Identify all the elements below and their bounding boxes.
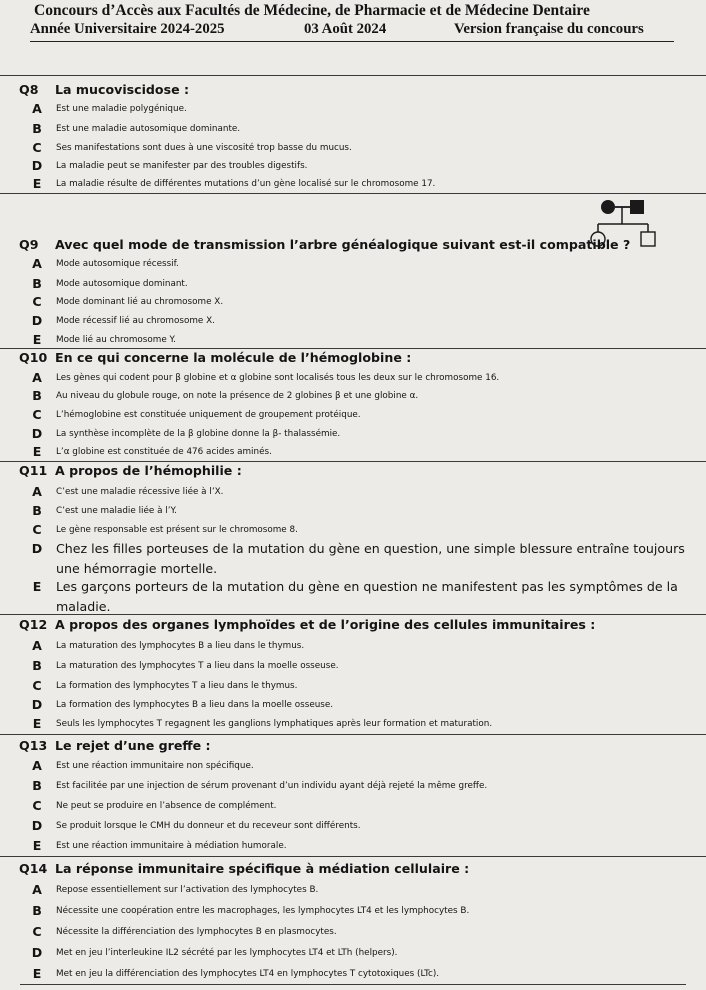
option-text: Mode lié au chromosome Y. (56, 335, 176, 345)
option-text: C’est une maladie liée à l’Y. (56, 506, 177, 516)
option-letter: C (32, 522, 42, 537)
option-q9-d[interactable] (30, 311, 702, 331)
option-q9-a[interactable] (30, 254, 702, 274)
option-letter: A (32, 484, 42, 499)
academic-year: Année Universitaire 2024-2025 (30, 21, 225, 37)
option-letter: B (32, 121, 42, 136)
option-text: Met en jeu l’interleukine IL2 sécrété par les lymphocytes LT4 et LTh (helpers). (56, 948, 398, 958)
option-text: La formation des lymphocytes T a lieu dans le thymus. (56, 681, 298, 691)
option-letter: E (32, 579, 42, 594)
option-text: Mode autosomique dominant. (56, 279, 188, 289)
divider (0, 856, 706, 857)
question-number: Q9 (19, 237, 39, 252)
option-text: Nécessite la différenciation des lymphocytes B en plasmocytes. (56, 927, 337, 937)
option-letter: A (32, 758, 42, 773)
question-text: Avec quel mode de transmission l’arbre généalogique suivant est-il compatible ? (55, 237, 631, 252)
option-q12-c[interactable] (30, 676, 702, 696)
option-text: La maturation des lymphocytes B a lieu dans le thymus. (56, 641, 305, 651)
question-text: Le rejet d’une greffe : (55, 738, 211, 753)
option-text: Chez les filles porteuses de la mutation du gène en question, une simple blessure entraîne toujours une hémorragie mortelle. (56, 541, 685, 576)
option-letter: E (32, 332, 42, 347)
option-q8-d[interactable] (30, 156, 702, 176)
option-q10-d[interactable] (30, 424, 702, 444)
option-q12-b[interactable] (30, 656, 702, 676)
exam-title: Concours d’Accès aux Facultés de Médecine, de Pharmacie et de Médecine Dentaire (34, 2, 590, 19)
question-q12 (19, 616, 699, 634)
option-q11-a[interactable] (30, 482, 702, 502)
option-text: C’est une maladie récessive liée à l’X. (56, 487, 224, 497)
option-text: L’hémoglobine est constituée uniquement de groupement protéique. (56, 410, 361, 420)
option-text: Le gène responsable est présent sur le chromosome 8. (56, 525, 298, 535)
question-number: Q10 (19, 350, 48, 365)
option-letter: E (32, 176, 42, 191)
option-text: Met en jeu la différenciation des lymphocytes LT4 en lymphocytes T cytotoxiques (LTc). (56, 969, 440, 979)
option-letter: B (32, 276, 42, 291)
exam-date: 03 Août 2024 (304, 21, 387, 37)
option-letter: D (31, 818, 43, 833)
option-letter: C (32, 407, 42, 422)
option-text: La maladie peut se manifester par des troubles digestifs. (56, 161, 308, 171)
option-text: Ses manifestations sont dues à une viscosité trop basse du mucus. (56, 143, 352, 153)
option-q13-b[interactable] (30, 776, 702, 796)
option-text: Au niveau du globule rouge, on note la présence de 2 globines β et une globine α. (56, 391, 419, 401)
option-q11-e[interactable] (30, 577, 702, 617)
question-number: Q12 (19, 617, 48, 632)
option-letter: B (32, 903, 42, 918)
option-letter: C (32, 140, 42, 155)
option-letter: C (32, 678, 42, 693)
option-text: La maladie résulte de différentes mutations d’un gène localisé sur le chromosome 17. (56, 179, 436, 189)
question-text: En ce qui concerne la molécule de l’hémoglobine : (55, 350, 412, 365)
option-text: Est une maladie polygénique. (56, 104, 187, 114)
option-text: Seuls les lymphocytes T regagnent les ganglions lymphatiques après leur formation et maturation. (56, 719, 493, 729)
option-letter: B (32, 503, 42, 518)
option-letter: E (32, 966, 42, 981)
option-letter: B (32, 388, 42, 403)
option-q10-b[interactable] (30, 386, 702, 406)
option-text: Est une maladie autosomique dominante. (56, 124, 241, 134)
option-letter: B (32, 778, 42, 793)
option-letter: D (31, 697, 43, 712)
divider (0, 734, 706, 735)
option-q13-c[interactable] (30, 796, 702, 816)
option-letter: E (32, 716, 42, 731)
option-q9-e[interactable] (30, 330, 702, 350)
option-text: Mode autosomique récessif. (56, 259, 179, 269)
option-q14-d[interactable] (30, 943, 702, 963)
option-text: L’α globine est constituée de 476 acides aminés. (56, 447, 272, 457)
option-letter: D (31, 945, 43, 960)
option-letter: E (32, 838, 42, 853)
question-text: La réponse immunitaire spécifique à médiation cellulaire : (55, 861, 470, 876)
question-q10 (19, 349, 699, 367)
option-q11-b[interactable] (30, 501, 702, 521)
option-letter: C (32, 294, 42, 309)
option-letter: D (31, 158, 43, 173)
option-text: Nécessite une coopération entre les macrophages, les lymphocytes LT4 et les lymphocytes B. (56, 906, 470, 916)
option-q9-b[interactable] (30, 274, 702, 294)
option-q13-d[interactable] (30, 816, 702, 836)
version-label: Version française du concours (454, 21, 644, 37)
option-q14-a[interactable] (30, 880, 702, 900)
option-q13-a[interactable] (30, 756, 702, 776)
question-number: Q8 (19, 82, 39, 97)
option-q12-a[interactable] (30, 636, 702, 656)
option-text: Se produit lorsque le CMH du donneur et du receveur sont différents. (56, 821, 361, 831)
option-text: La formation des lymphocytes B a lieu dans la moelle osseuse. (56, 700, 334, 710)
option-q9-c[interactable] (30, 292, 702, 312)
question-q14 (19, 860, 699, 878)
option-q11-c[interactable] (30, 520, 702, 540)
question-text: A propos de l’hémophilie : (55, 463, 242, 478)
option-letter: A (32, 370, 42, 385)
option-letter: D (31, 541, 43, 556)
option-text: Est une réaction immunitaire non spécifique. (56, 761, 254, 771)
option-text: Les gènes qui codent pour β globine et α globine sont localisés tous les deux sur le chromosome 16. (56, 373, 500, 383)
question-q13 (19, 737, 699, 755)
option-q12-d[interactable] (30, 695, 702, 715)
option-q8-e[interactable] (30, 174, 702, 194)
question-number: Q13 (19, 738, 48, 753)
option-text: Mode dominant lié au chromosome X. (56, 297, 224, 307)
option-letter: C (32, 924, 42, 939)
option-letter: A (32, 882, 42, 897)
question-text: La mucoviscidose : (55, 82, 190, 97)
option-letter: C (32, 798, 42, 813)
option-letter: E (32, 444, 42, 459)
option-q11-d[interactable] (30, 539, 702, 579)
option-text: Les garçons porteurs de la mutation du gène en question ne manifestent pas les symptômes de la maladie. (56, 579, 678, 614)
option-q14-c[interactable] (30, 922, 702, 942)
option-q13-e[interactable] (30, 836, 702, 856)
option-letter: B (32, 658, 42, 673)
question-number: Q14 (19, 861, 48, 876)
option-q14-e[interactable] (30, 964, 702, 984)
option-q14-b[interactable] (30, 901, 702, 921)
exam-header (0, 0, 706, 60)
option-q10-e[interactable] (30, 442, 702, 462)
option-q8-b[interactable] (30, 119, 702, 139)
pedigree-affected-mother (601, 200, 615, 214)
question-q11 (19, 462, 699, 480)
option-text: Repose essentiellement sur l’activation des lymphocytes B. (56, 885, 319, 895)
question-q9 (19, 236, 699, 254)
exam-subheader (30, 21, 674, 42)
option-text: La synthèse incomplète de la β globine donne la β- thalassémie. (56, 429, 341, 439)
divider (0, 75, 706, 76)
option-text: Est facilitée par une injection de sérum provenant d’un individu ayant déjà rejeté la même greffe. (56, 781, 488, 791)
option-q8-a[interactable] (30, 99, 702, 119)
option-letter: A (32, 256, 42, 271)
question-text: A propos des organes lymphoïdes et de l’origine des cellules immunitaires : (55, 617, 596, 632)
pedigree-affected-father (630, 200, 644, 214)
option-text: La maturation des lymphocytes T a lieu dans la moelle osseuse. (56, 661, 339, 671)
option-letter: A (32, 101, 42, 116)
divider (20, 984, 686, 985)
option-text: Est une réaction immunitaire à médiation humorale. (56, 841, 287, 851)
divider (0, 193, 706, 194)
question-q8 (19, 81, 699, 99)
option-letter: D (31, 426, 43, 441)
option-text: Mode récessif lié au chromosome X. (56, 316, 215, 326)
option-q10-c[interactable] (30, 405, 702, 425)
question-number: Q11 (19, 463, 48, 478)
option-q10-a[interactable] (30, 368, 702, 388)
option-text: Ne peut se produire en l’absence de complément. (56, 801, 277, 811)
option-letter: D (31, 313, 43, 328)
divider (0, 614, 706, 615)
option-q8-c[interactable] (30, 138, 702, 158)
option-letter: A (32, 638, 42, 653)
option-q12-e[interactable] (30, 714, 702, 734)
